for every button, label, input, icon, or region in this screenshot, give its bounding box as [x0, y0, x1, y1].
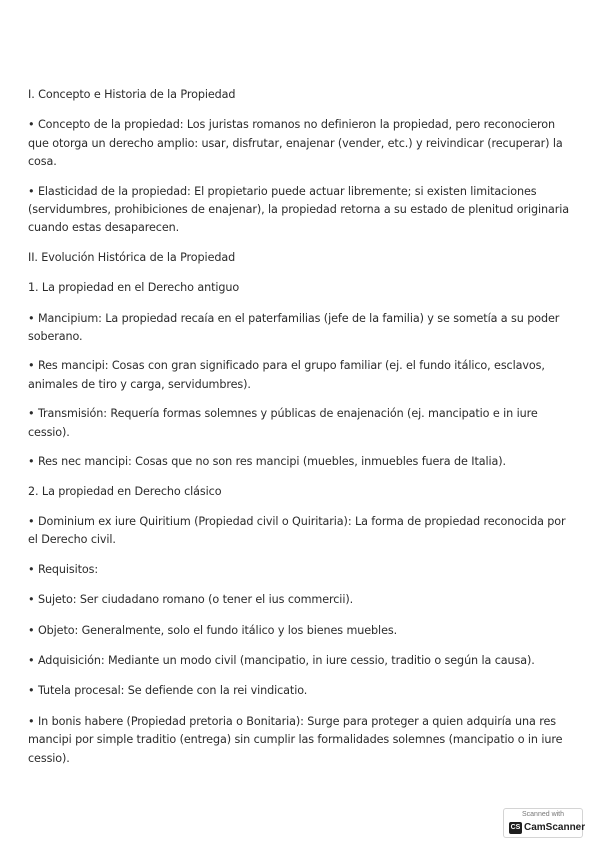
- bullet-objeto: • Objeto: Generalmente, solo el fundo itálico y los bienes muebles.: [28, 623, 398, 637]
- section-title-concepto-historia: I. Concepto e Historia de la Propiedad: [28, 88, 236, 101]
- bullet-concepto-propiedad: • Concepto de la propiedad: Los juristas romanos no definieron la propiedad, pero reconocieron que otorga un derecho amplio: usar, disfrutar, enajenar (vender, etc.) y reivindicar (recuperar) la cosa.: [28, 118, 563, 169]
- bullet-in-bonis-habere: • In bonis habere (Propiedad pretoria o Bonitaria): Surge para proteger a quien adquiría una res mancipi por simple traditio (entrega) sin cumplir las formalidades solemnes (mancipatio o in iure cessio).: [28, 714, 563, 765]
- camscanner-name: CamScanner: [524, 822, 586, 833]
- bullet-adquisicion: • Adquisición: Mediante un modo civil (mancipatio, in iure cessio, traditio o según la causa).: [28, 653, 535, 667]
- bullet-res-nec-mancipi: • Res nec mancipi: Cosas que no son res mancipi (muebles, inmuebles fuera de Italia).: [28, 455, 506, 469]
- scanned-with-label: Scanned with: [521, 811, 565, 818]
- bullet-requisitos: • Requisitos:: [28, 562, 99, 576]
- document-body: [28, 86, 574, 779]
- bullet-res-mancipi: • Res mancipi: Cosas con gran significado para el grupo familiar (ej. el fundo itálico, esclavos, animales de tiro y carga, servidumbres).: [28, 359, 545, 391]
- section-title-evolucion-historica: II. Evolución Histórica de la Propiedad: [28, 250, 236, 264]
- camscanner-badge: [503, 808, 586, 838]
- bullet-sujeto: • Sujeto: Ser ciudadano romano (o tener el ius commercii).: [28, 593, 354, 607]
- subsection-title-derecho-clasico: 2. La propiedad en Derecho clásico: [28, 484, 222, 498]
- bullet-dominium: • Dominium ex iure Quiritium (Propiedad civil o Quiritaria): La forma de propiedad reconocida por el Derecho civil.: [28, 514, 566, 547]
- subsection-title-derecho-antiguo: 1. La propiedad en el Derecho antiguo: [28, 281, 240, 295]
- camscanner-logo-icon: CS: [509, 822, 522, 834]
- bullet-mancipium: • Mancipium: La propiedad recaía en el paterfamilias (jefe de la familia) y se sometía a su poder soberano.: [28, 311, 560, 344]
- bullet-elasticidad-propiedad: • Elasticidad de la propiedad: El propietario puede actuar libremente; si existen limitaciones (servidumbres, prohibiciones de enajenar), la propiedad retorna a su estado de plenitud originaria cuando estas desaparecen.: [28, 184, 570, 235]
- bullet-tutela-procesal: • Tutela procesal: Se defiende con la rei vindicatio.: [28, 684, 308, 698]
- bullet-transmision: • Transmisión: Requería formas solemnes y públicas de enajenación (ej. mancipatio e in iure cessio).: [28, 407, 538, 439]
